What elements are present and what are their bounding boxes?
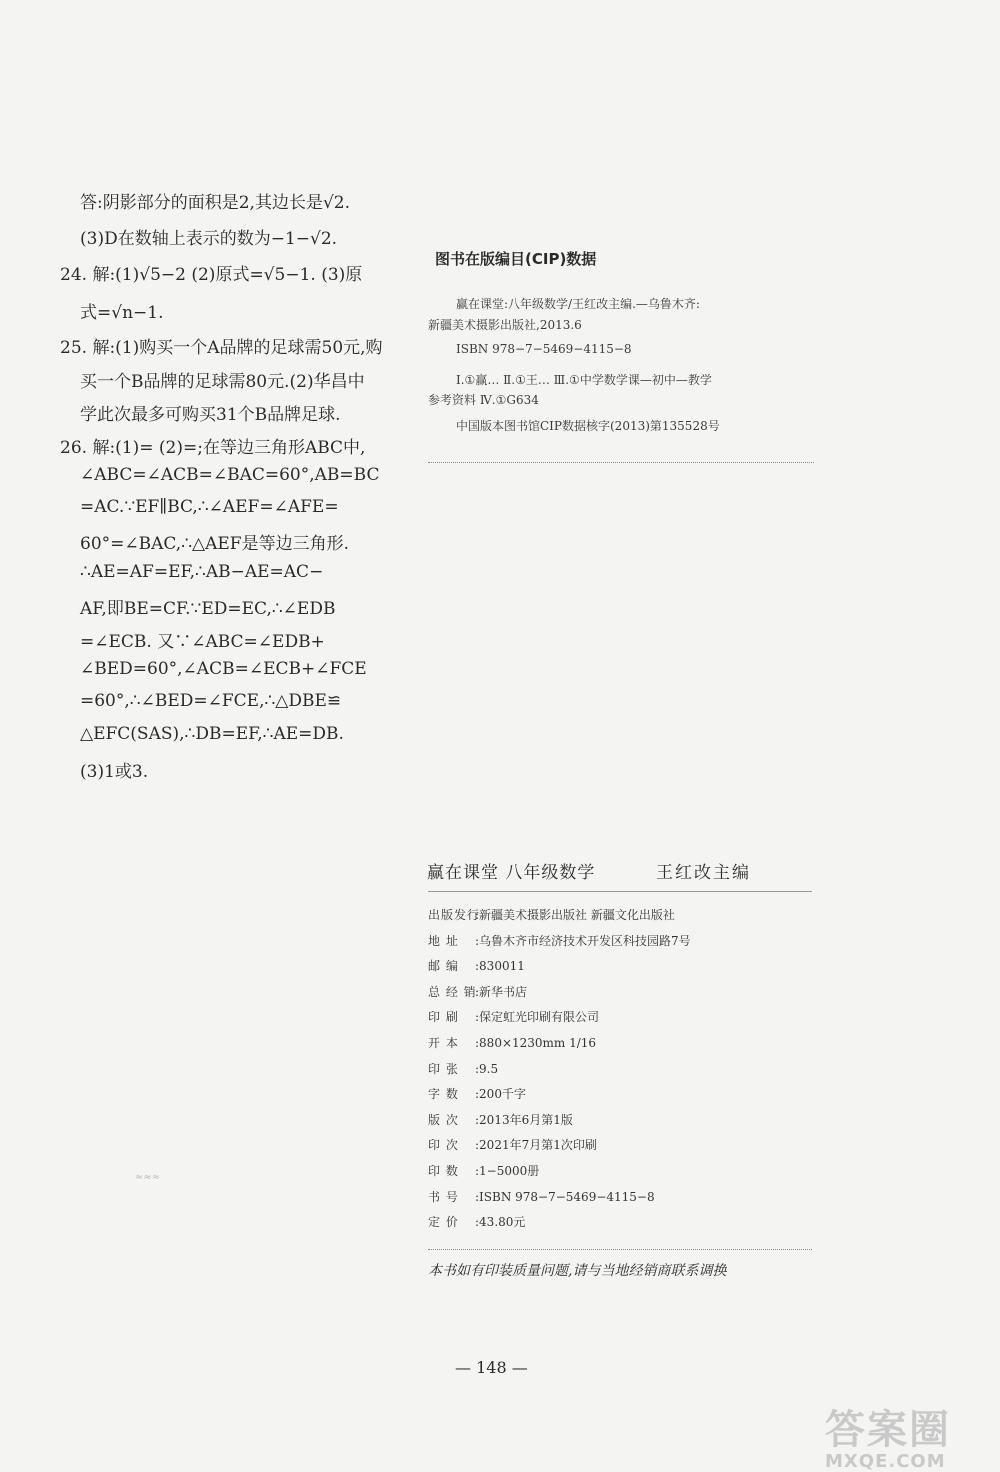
- pub-info-value: :9.5: [475, 1062, 499, 1076]
- pub-divider-top: [428, 891, 812, 892]
- pub-info-value: :1−5000册: [475, 1164, 540, 1178]
- cip-line-4: 参考资料 Ⅳ.①G634: [428, 393, 539, 407]
- answer-26-line-9: =60°,∴∠BED=∠FCE,∴△DBE≌: [80, 691, 342, 711]
- pub-info-value: :2021年7月第1次印刷: [475, 1138, 597, 1152]
- pub-info-row: [428, 906, 675, 923]
- pub-info-label: 印 次: [428, 1138, 459, 1152]
- answer-26-line-8: ∠BED=60°,∠ACB=∠ECB+∠FCE: [80, 659, 367, 679]
- watermark-top: 答案圈: [825, 1407, 951, 1453]
- pub-info-label: 版 次: [428, 1113, 459, 1127]
- pub-info-value: :830011: [475, 959, 525, 973]
- cip-isbn: ISBN 978−7−5469−4115−8: [456, 342, 632, 356]
- pub-info-label: 邮 编: [428, 959, 459, 973]
- quality-notice: 本书如有印装质量问题,请与当地经销商联系调换: [428, 1263, 727, 1279]
- watermark-logo: [825, 1398, 951, 1472]
- pub-info-label: 字 数: [428, 1087, 459, 1101]
- page-number: — 148 —: [455, 1358, 528, 1377]
- pub-info-value: :ISBN 978−7−5469−4115−8: [475, 1190, 655, 1204]
- answer-26-line-7: =∠ECB. 又∵∠ABC=∠EDB+: [80, 632, 325, 652]
- answer-24-line-2: 式=√n−1.: [80, 303, 164, 323]
- answer-line-1: 答:阴影部分的面积是2,其边长是√2.: [80, 193, 350, 213]
- cip-line-1: 赢在课堂:八年级数学/王红改主编.—乌鲁木齐:: [456, 297, 700, 311]
- pub-info-row: [428, 1111, 573, 1128]
- cip-line-2: 新疆美术摄影出版社,2013.6: [428, 318, 582, 332]
- pub-info-row: [428, 957, 525, 974]
- answer-25-line-3: 学此次最多可购买31个B品牌足球.: [80, 405, 341, 425]
- answer-26-line-3: =AC.∵EF∥BC,∴∠AEF=∠AFE=: [80, 497, 339, 517]
- answer-24-line-1: 24. 解:(1)√5−2 (2)原式=√5−1. (3)原: [60, 265, 363, 285]
- answer-25-line-1: 25. 解:(1)购买一个A品牌的足球需50元,购: [60, 338, 383, 358]
- answer-26-line-10: △EFC(SAS),∴DB=EF,∴AE=DB.: [80, 724, 344, 744]
- pub-editor: 王红改主编: [656, 863, 751, 883]
- pub-info-value: :保定虹光印刷有限公司: [475, 1010, 600, 1024]
- cip-divider: [428, 462, 814, 463]
- answer-line-2: (3)D在数轴上表示的数为−1−√2.: [80, 229, 338, 249]
- pub-info-value: :200千字: [475, 1087, 526, 1101]
- pub-info-label: 印 数: [428, 1164, 459, 1178]
- pub-info-row: [428, 932, 691, 949]
- pub-info-label: 印 张: [428, 1062, 459, 1076]
- pub-info-value: :880×1230mm 1/16: [475, 1036, 597, 1050]
- cip-line-3: Ⅰ.①赢… Ⅱ.①王… Ⅲ.①中学数学课—初中—教学: [456, 373, 712, 387]
- pub-info-label: 印 刷: [428, 1010, 459, 1024]
- pub-info-row: [428, 1136, 597, 1153]
- answer-25-line-2: 买一个B品牌的足球需80元.(2)华昌中: [80, 372, 365, 392]
- pub-info-row: [428, 1008, 599, 1025]
- answer-26-line-1: 26. 解:(1)= (2)=;在等边三角形ABC中,: [60, 438, 366, 458]
- answer-26-line-5: ∴AE=AF=EF,∴AB−AE=AC−: [80, 562, 324, 582]
- pub-info-row: [428, 1213, 525, 1230]
- pub-info-label: 定 价: [428, 1215, 459, 1229]
- pub-info-value: :乌鲁木齐市经济技术开发区科技园路7号: [475, 934, 691, 948]
- answer-26-line-11: (3)1或3.: [80, 762, 149, 782]
- pub-info-row: [428, 1162, 539, 1179]
- pub-info-value: :新华书店: [475, 985, 528, 999]
- answer-26-line-2: ∠ABC=∠ACB=∠BAC=60°,AB=BC: [80, 465, 380, 485]
- pub-info-row: [428, 1060, 498, 1077]
- pub-info-label: 地 址: [428, 934, 459, 948]
- pub-info-row: [428, 1085, 526, 1102]
- cip-title: 图书在版编目(CIP)数据: [435, 250, 597, 268]
- pub-info-row: [428, 983, 527, 1000]
- cip-line-5: 中国版本图书馆CIP数据核字(2013)第135528号: [456, 419, 720, 433]
- pub-divider-bottom: [428, 1249, 812, 1250]
- pub-info-label: 开 本: [428, 1036, 459, 1050]
- pub-info-value: :43.80元: [475, 1215, 526, 1229]
- pub-info-label: 书 号: [428, 1190, 459, 1204]
- watermark-bottom: MXQE.COM: [825, 1451, 946, 1472]
- pub-info-value: :新疆美术摄影出版社 新疆文化出版社: [475, 908, 675, 922]
- pub-info-value: :2013年6月第1版: [475, 1113, 573, 1127]
- pub-info-label: 总 经 销: [428, 985, 477, 999]
- pub-info-row: [428, 1188, 655, 1205]
- pub-info-row: [428, 1034, 596, 1051]
- answer-26-line-6: AF,即BE=CF.∵ED=EC,∴∠EDB: [80, 599, 336, 619]
- pub-title: 赢在课堂 八年级数学: [427, 863, 596, 883]
- answer-26-line-4: 60°=∠BAC,∴△AEF是等边三角形.: [80, 534, 349, 554]
- scan-smudge: ≈≈≈: [135, 1172, 161, 1183]
- pub-info-label: 出版发行: [428, 908, 481, 922]
